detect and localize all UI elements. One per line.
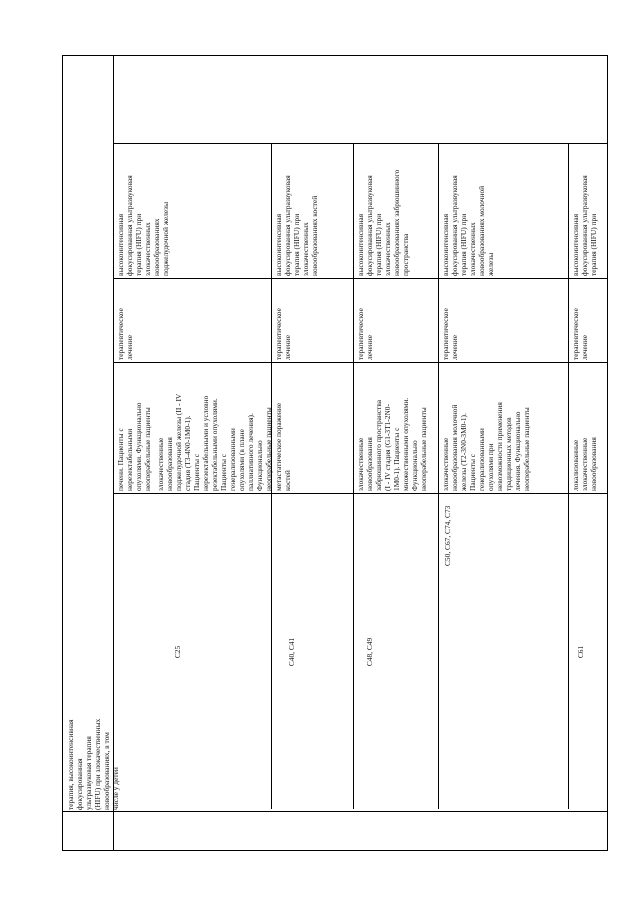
table-row-0-diagnosis: печени. Пациенты с нерезектабельными опухолями. Функционально неоперабельные пациенты [116, 402, 152, 491]
treatment-table [62, 55, 608, 851]
table-row-2-method: высокоинтенсивная фокусированная ультразвуковая терапия (HIFU) при злокачественных новообразованиях костей [274, 175, 319, 276]
table-row-1-diagnosis: злокачественные новообразования поджелудочной железы (II - IV стадия (T3-4N0-1M0-1). Пациенты с нерезектабельными и условно резектабельными опухолями. Пациенты с генерализованными опухолями (в плане паллиативного лечения). Функционально неоперабельные пациенты [156, 393, 273, 491]
column-divider-diagnosis [113, 493, 607, 494]
table-row-3-treatment: терапевтическое лечение [356, 308, 374, 360]
table-row-1-method: высокоинтенсивная фокусированная ультразвуковая терапия (HIFU) при злокачественных новообразованиях поджелудочной железы [116, 175, 170, 276]
row-divider-4 [568, 143, 569, 809]
table-row-2-treatment: терапевтическое лечение [274, 308, 292, 360]
table-row-1-code: C25 [173, 645, 182, 659]
table-row-2-diagnosis: метастатическое поражение костей [274, 402, 292, 491]
table-row-1-treatment: терапевтическое лечение [116, 308, 134, 360]
column-divider-code [63, 811, 607, 812]
table-row-2-code: C40, C41 [287, 637, 296, 667]
service-name-cell: терапия, высокоинтенсивная фокусированная ультразвуковая терапия (HIFU) при злокачественных новообразованиях, в том числе у детей [66, 718, 120, 810]
table-row-5-treatment: терапевтическое лечение [571, 308, 589, 360]
table-row-5-code: C61 [576, 645, 585, 659]
row-divider-2 [353, 143, 354, 809]
table-row-4-method: высокоинтенсивная фокусированная ультразвуковая терапия (HIFU) при злокачественных новообразованиях молочной железы [441, 175, 495, 276]
column-divider-method [113, 278, 607, 279]
table-row-5-diagnosis: локализованные злокачественные новообразования [571, 437, 598, 491]
row-divider-3 [438, 143, 439, 809]
table-row-4-code: C50, C67, C74, C73 [443, 505, 452, 566]
row-divider-first [113, 56, 114, 850]
table-row-4-diagnosis: злокачественные новообразования молочной железы (T2-3N0-3M0-1). Пациенты с генерализованными опухолями при невозможности применения традиционных методов лечения. Функционально неоперабельные пациенты [441, 402, 531, 491]
table-row-5-method: высокоинтенсивная фокусированная ультразвуковая терапия (HIFU) при [571, 175, 598, 276]
table-row-3-diagnosis: злокачественные новообразования забрюшинного пространства (I - IV стадия (G1-3T1-2N0- 1M0-1). Пациенты с множественными опухолями. Функционально неоперабельные пациенты [356, 397, 428, 491]
table-row-3-method: высокоинтенсивная фокусированная ультразвуковая терапия (HIFU) при злокачественных новообразованиях забрюшинного пространства [356, 169, 410, 276]
table-row-3-code: C48, C49 [365, 637, 374, 667]
table-row-4-treatment: терапевтическое лечение [441, 308, 459, 360]
